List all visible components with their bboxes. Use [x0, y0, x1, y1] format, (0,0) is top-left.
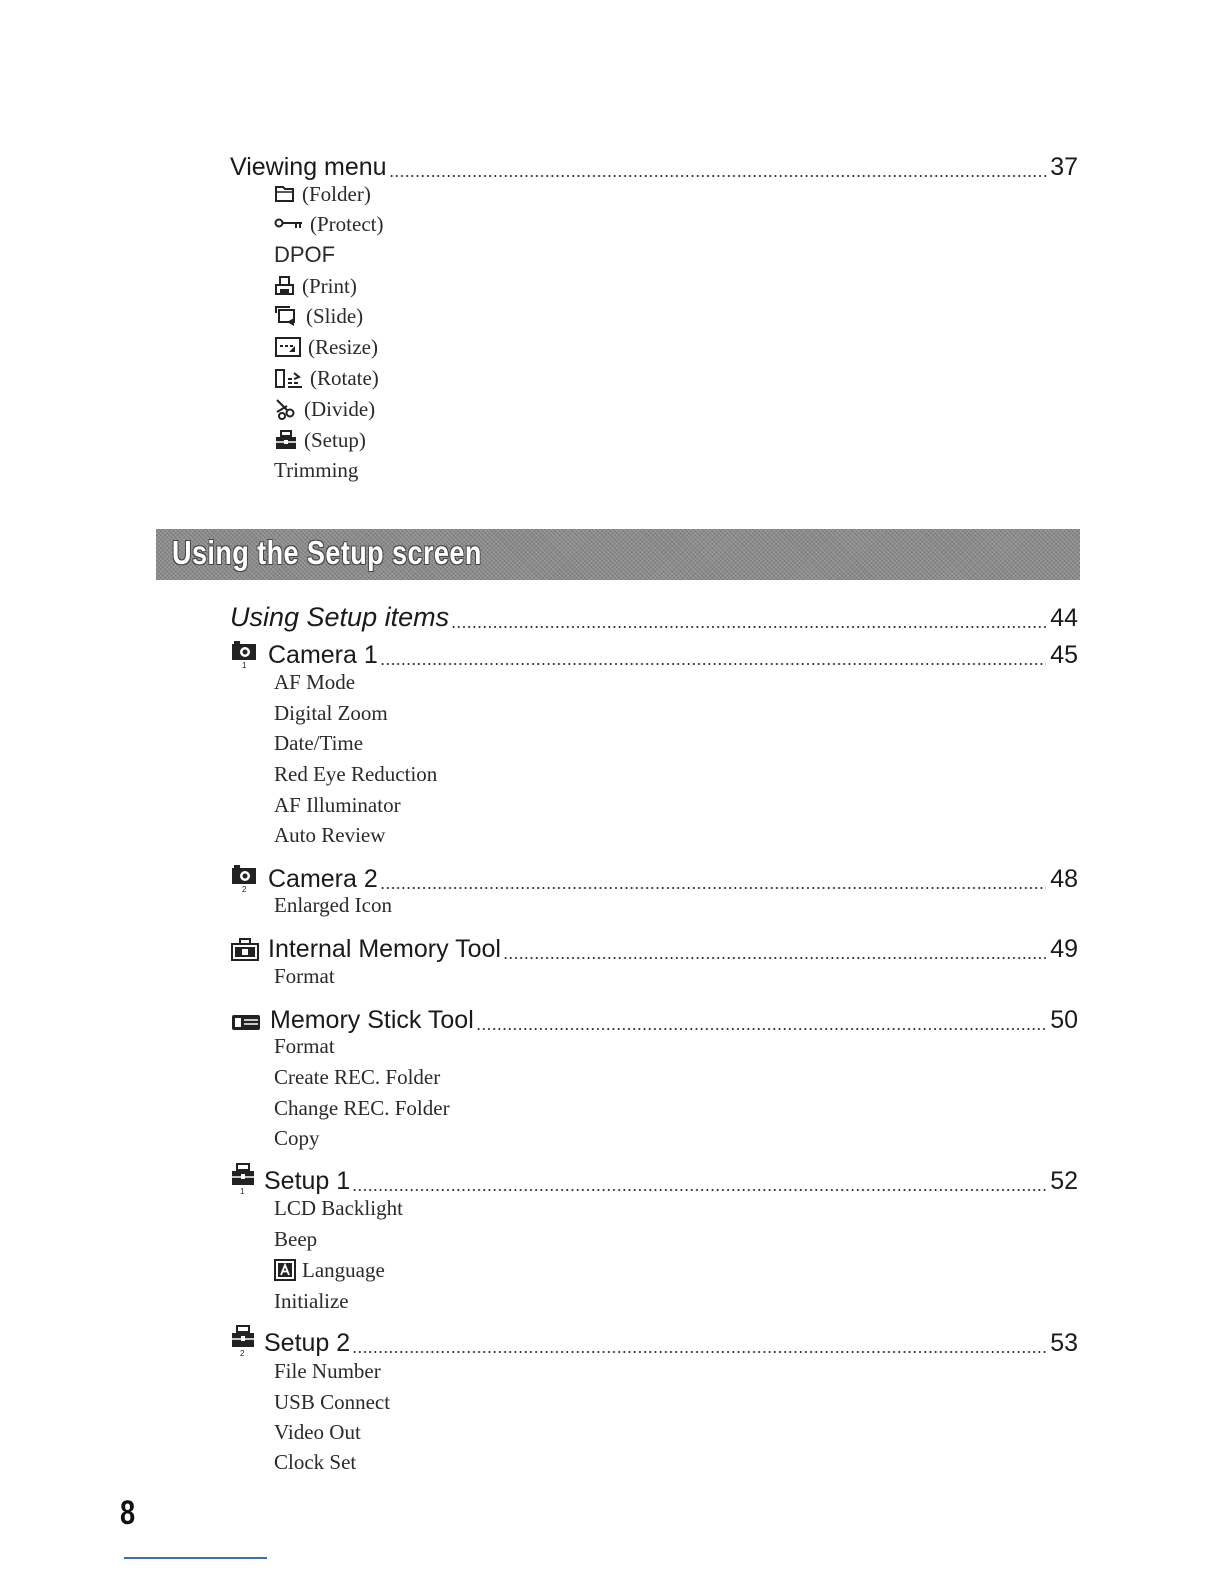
svg-text:1: 1: [242, 661, 247, 668]
memory-stick-icon: [230, 1011, 262, 1033]
sub-item-setup: (Setup): [274, 425, 366, 455]
protect-key-icon: [274, 217, 304, 231]
sub-item-video-out: Video Out: [274, 1419, 361, 1444]
setup-toolbox-icon: [230, 1162, 256, 1194]
dot-leader: [380, 663, 1046, 665]
toc-entry-using-setup-items[interactable]: [230, 597, 1078, 631]
rotate-icon: [274, 367, 304, 389]
dot-leader: [352, 1351, 1046, 1353]
toc-page-number: 48: [1050, 865, 1078, 893]
sub-item-initialize: Initialize: [274, 1288, 349, 1313]
svg-text:2: 2: [242, 885, 247, 892]
sub-item-folder: (Folder): [274, 179, 371, 209]
toc-title: Setup 2: [264, 1329, 351, 1357]
toc-entry-viewing-menu[interactable]: [230, 146, 1078, 180]
setup-toolbox-icon: [274, 429, 298, 451]
toc-entry-internal-memory-tool[interactable]: [230, 928, 1078, 962]
sub-item-rotate: (Rotate): [274, 363, 379, 393]
sub-item-date-time: Date/Time: [274, 730, 364, 755]
toc-title: Setup 1: [264, 1167, 351, 1195]
sub-item-divide: (Divide): [274, 394, 375, 424]
toc-page-number: 53: [1050, 1329, 1078, 1357]
toc-title: Camera 1: [268, 641, 378, 669]
sub-item-digital-zoom: Digital Zoom: [274, 700, 388, 725]
toc-title: Camera 2: [268, 865, 378, 893]
print-icon: [274, 275, 296, 297]
sub-item-file-number: File Number: [274, 1358, 381, 1383]
dot-leader: [503, 957, 1046, 959]
language-icon: [274, 1259, 296, 1281]
sub-item-resize: (Resize): [274, 332, 378, 362]
footer-rule: [124, 1557, 267, 1559]
sub-item-copy: Copy: [274, 1125, 320, 1150]
sub-item-protect: (Protect): [274, 209, 383, 239]
sub-item-beep: Beep: [274, 1226, 318, 1251]
scissors-icon: [274, 398, 298, 420]
toc-title: Viewing menu: [230, 153, 387, 181]
dot-leader: [380, 887, 1046, 889]
toc-entry-setup-1[interactable]: [230, 1160, 1078, 1194]
sub-item-af-illuminator: AF Illuminator: [274, 792, 401, 817]
toc-entry-camera-2[interactable]: [230, 858, 1078, 892]
toc-entry-camera-1[interactable]: [230, 634, 1078, 668]
sub-item-auto-review: Auto Review: [274, 822, 386, 847]
sub-item-lcd-backlight: LCD Backlight: [274, 1195, 403, 1220]
svg-text:1: 1: [240, 1187, 245, 1194]
toc-title: Internal Memory Tool: [268, 935, 501, 963]
sub-item-slide: (Slide): [274, 301, 363, 331]
toc-title: Memory Stick Tool: [270, 1006, 474, 1034]
toc-entry-memory-stick-tool[interactable]: [230, 999, 1078, 1033]
sub-item-create-rec-folder: Create REC. Folder: [274, 1064, 441, 1089]
dot-leader: [389, 175, 1047, 177]
resize-icon: [274, 336, 302, 358]
sub-item-dpof: DPOF: [274, 242, 336, 267]
toc-page-number: 37: [1050, 153, 1078, 181]
dot-leader: [451, 626, 1046, 628]
page-number: 8: [120, 1494, 136, 1532]
dot-leader: [352, 1189, 1046, 1191]
section-banner: [156, 529, 1080, 580]
sub-item-af-mode: AF Mode: [274, 669, 356, 694]
toc-title: Using Setup items: [230, 602, 450, 632]
camera-icon: [230, 862, 260, 892]
dot-leader: [476, 1028, 1046, 1030]
sub-item-usb-connect: USB Connect: [274, 1389, 391, 1414]
toc-page-number: 49: [1050, 935, 1078, 963]
toc-page-number: 50: [1050, 1006, 1078, 1034]
sub-item-red-eye-reduction: Red Eye Reduction: [274, 761, 438, 786]
folder-icon: [274, 184, 296, 204]
toc-page-number: 44: [1050, 604, 1078, 632]
sub-item-clock-set: Clock Set: [274, 1449, 357, 1474]
toc-page-number: 45: [1050, 641, 1078, 669]
sub-item-print: (Print): [274, 271, 357, 301]
sub-item-enlarged-icon: Enlarged Icon: [274, 892, 392, 917]
toc-page-number: 52: [1050, 1167, 1078, 1195]
internal-memory-icon: [230, 936, 260, 962]
sub-item-trimming: Trimming: [274, 457, 359, 482]
toc-entry-setup-2[interactable]: [230, 1322, 1078, 1356]
camera-icon: [230, 638, 260, 668]
sub-item-format: Format: [274, 1033, 335, 1058]
svg-text:2: 2: [240, 1349, 245, 1356]
sub-item-format: Format: [274, 963, 335, 988]
setup-toolbox-icon: [230, 1324, 256, 1356]
sub-item-change-rec-folder: Change REC. Folder: [274, 1095, 450, 1120]
sub-item-language: Language: [274, 1255, 385, 1285]
section-title: Using the Setup screen: [172, 534, 482, 571]
slide-icon: [274, 305, 300, 327]
